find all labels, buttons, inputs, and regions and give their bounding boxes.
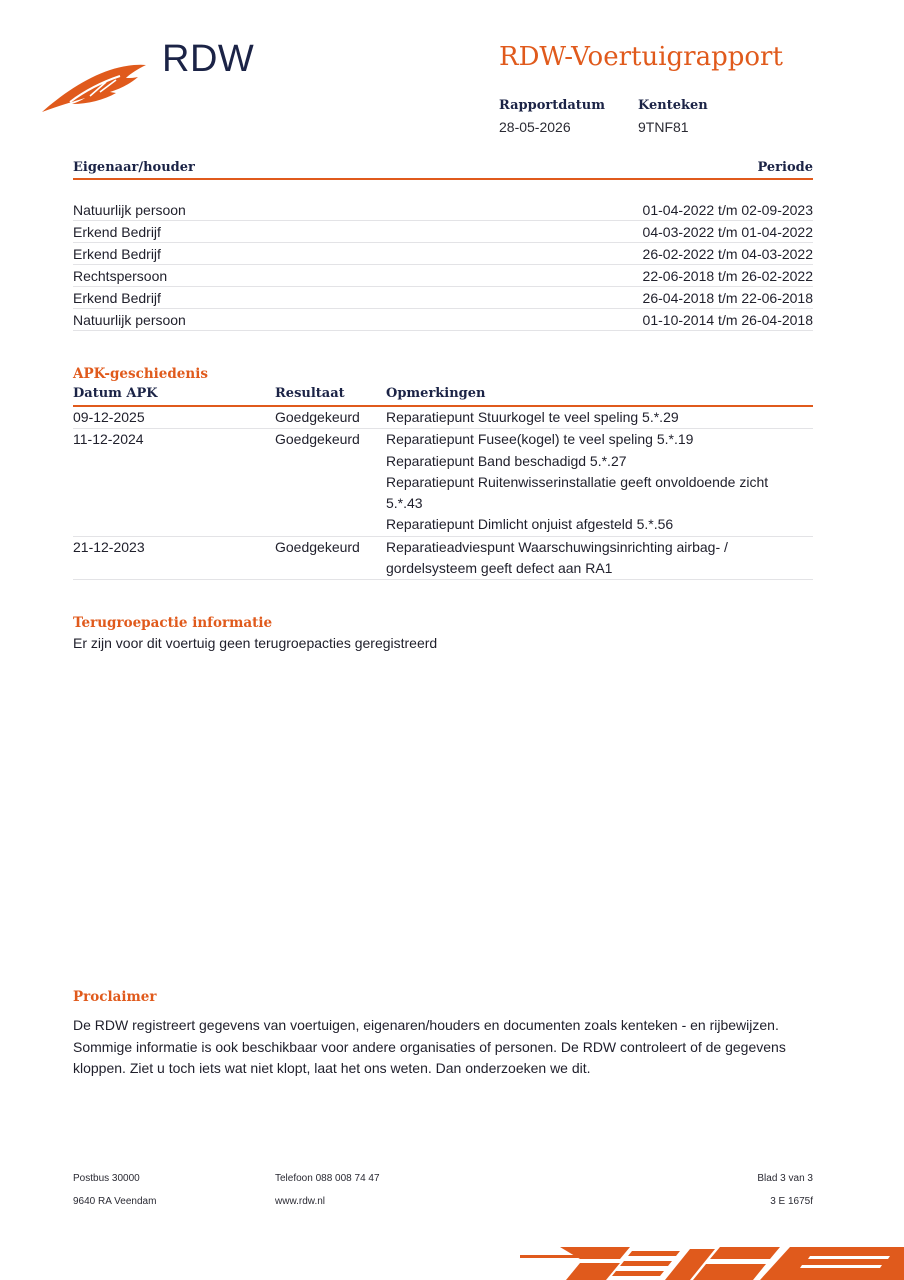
apk-remark: Reparatiepunt Band beschadigd 5.*.27 [386, 452, 627, 469]
recall-title: Terugroepactie informatie [73, 615, 273, 631]
table-row [73, 200, 813, 221]
table-row [73, 244, 813, 265]
decorative-stripes-icon [520, 1243, 904, 1280]
apk-remark: Reparatiepunt Dimlicht onjuist afgesteld 5.*.56 [386, 516, 674, 533]
plate-label: Kenteken [638, 98, 708, 113]
owner-type: Natuurlijk persoon [73, 202, 186, 218]
proclaimer-text: De RDW registreert gegevens van voertuigen, eigenaren/houders en documenten zoals kenteken - en rijbewijzen. Sommige informatie is ook beschikbaar voor andere organisaties of personen. De RDW controleert of de gegevens kloppen. Ziet u toch iets wat niet klopt, laat het ons weten. Dan onderzoeken we dit. [73, 1017, 786, 1076]
apk-history-table [73, 366, 813, 580]
footer-page-number: Blad 3 van 3 [757, 1173, 813, 1184]
recall-section [73, 615, 813, 651]
table-row [73, 537, 813, 581]
apk-date-column-header: Datum APK [73, 386, 158, 401]
owner-rows [73, 200, 813, 331]
table-row [73, 407, 813, 429]
footer-postbus: Postbus 30000 [73, 1173, 140, 1184]
rdw-feather-icon [40, 56, 150, 116]
footer-city: 9640 RA Veendam [73, 1196, 157, 1207]
footer-phone: Telefoon 088 008 74 47 [275, 1173, 380, 1184]
apk-date: 21-12-2023 [73, 538, 145, 555]
apk-table-header [73, 385, 813, 407]
footer-doc-code: 3 E 1675f [770, 1196, 813, 1207]
apk-result: Goedgekeurd [275, 431, 360, 448]
table-row [73, 222, 813, 243]
owner-type: Rechtspersoon [73, 268, 168, 284]
owner-period: 04-03-2022 t/m 01-04-2022 [642, 224, 813, 240]
owner-period: 26-04-2018 t/m 22-06-2018 [642, 290, 813, 306]
owner-period: 01-04-2022 t/m 02-09-2023 [642, 202, 813, 218]
apk-remarks [386, 537, 776, 580]
footer-website[interactable]: www.rdw.nl [275, 1196, 326, 1207]
owner-table-header [73, 160, 813, 180]
recall-text: Er zijn voor dit voertuig geen terugroepacties geregistreerd [73, 635, 438, 651]
table-row [73, 288, 813, 309]
apk-section-title: APK-geschiedenis [73, 366, 208, 382]
apk-result: Goedgekeurd [275, 538, 360, 555]
table-row [73, 429, 813, 536]
apk-remarks-column-header: Opmerkingen [386, 386, 486, 401]
owner-type: Erkend Bedrijf [73, 290, 161, 306]
apk-remark: Reparatiepunt Ruitenwisserinstallatie geeft onvoldoende zicht 5.*.43 [386, 473, 769, 512]
apk-remarks [386, 407, 776, 428]
apk-remark: Reparatieadviespunt Waarschuwingsinrichting airbag- / gordelsysteem geeft defect aan RA1 [386, 538, 728, 577]
apk-result: Goedgekeurd [275, 409, 360, 425]
plate-value: 9TNF81 [638, 119, 689, 135]
apk-date: 09-12-2025 [73, 409, 145, 425]
owner-history-table [73, 160, 813, 332]
logo-text: RDW [162, 38, 255, 80]
apk-date: 11-12-2024 [73, 431, 144, 448]
proclaimer-section [73, 989, 813, 1080]
owner-column-header: Eigenaar/houder [73, 160, 195, 175]
owner-period: 26-02-2022 t/m 04-03-2022 [642, 246, 813, 262]
table-row [73, 266, 813, 287]
apk-result-column-header: Resultaat [275, 386, 345, 401]
report-date-label: Rapportdatum [499, 98, 605, 113]
table-row [73, 310, 813, 331]
owner-period: 01-10-2014 t/m 26-04-2018 [642, 312, 813, 328]
owner-period: 22-06-2018 t/m 26-02-2022 [642, 268, 813, 284]
report-title: RDW-Voertuigrapport [499, 42, 783, 72]
apk-remark: Reparatiepunt Stuurkogel te veel speling 5.*.29 [386, 409, 679, 425]
owner-type: Natuurlijk persoon [73, 312, 186, 328]
rdw-logo [40, 38, 270, 118]
period-column-header: Periode [757, 160, 813, 175]
owner-type: Erkend Bedrijf [73, 246, 161, 262]
apk-remarks [386, 429, 776, 535]
owner-type: Erkend Bedrijf [73, 224, 161, 240]
apk-remark: Reparatiepunt Fusee(kogel) te veel speling 5.*.19 [386, 431, 694, 448]
proclaimer-title: Proclaimer [73, 989, 157, 1005]
report-date-value: 28-05-2026 [499, 119, 571, 135]
